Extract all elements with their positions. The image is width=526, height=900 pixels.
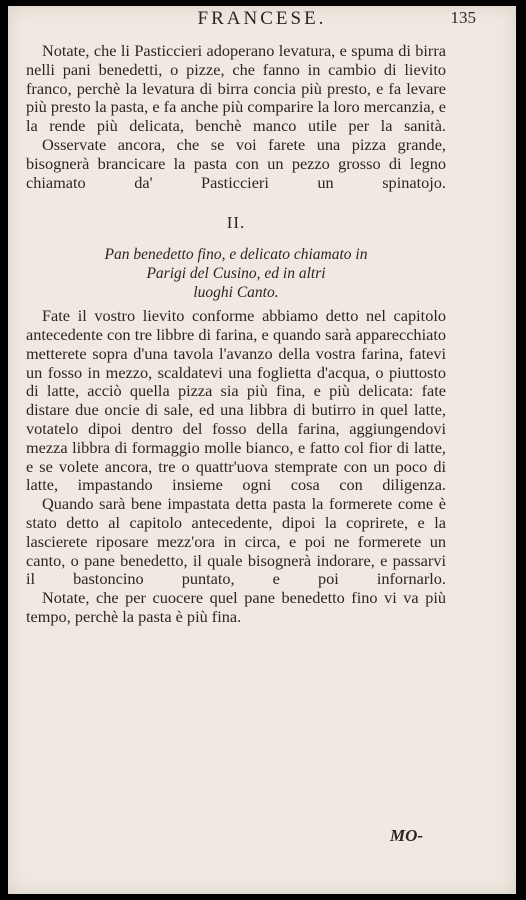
running-title: FRANCESE. bbox=[197, 8, 327, 29]
catchword: MO- bbox=[390, 826, 424, 845]
book-page bbox=[8, 6, 516, 894]
page-number: 135 bbox=[450, 8, 476, 27]
section-title-line: Pan benedetto fino, e delicato chiamato in bbox=[104, 246, 368, 264]
section-title bbox=[26, 245, 446, 302]
paragraph: Notate, che li Pasticcieri adoperano levatura, e spuma di birra nelli pani benedetti, o pizze, che fanno in cambio di lievito franco, perchè la levatura di birra concia più presto, e fa levare più presto la pasta, e fa anche più comparire la loro mercanzia, e la rende più delicata, benchè manco utile per la sanità. bbox=[26, 41, 446, 136]
paragraph: Fate il vostro lievito conforme abbiamo detto nel capitolo antecedente con tre libbre di farina, e quando sarà apparecchiato metterete sopra d'una tavola l'avanzo della vostra farina, fatevi un fosso in mezzo, scaldatevi una foglietta d'acqua, o piuttosto di latte, acciò quella pizza sia più fina, e più delicata: fate distare due oncie di sale, ed una libbra di butirro in quel latte, votatelo dipoi dentro del fosso della farina, aggiungendovi mezza libbra di formaggio molle bianco, e fatto col fior di latte, e se volete ancora, tre o quattr'uova stemprate con un poco di latte, impastando insieme ogni cosa con diligenza. bbox=[26, 306, 446, 495]
paragraph: Osservate ancora, che se voi farete una pizza grande, bisognerà brancicare la pasta con un pezzo grosso di legno chiamato da' Pasticcieri un spinatojo. bbox=[26, 134, 446, 192]
paragraph: Notate, che per cuocere quel pane benedetto fino vi va più tempo, perchè la pasta è più fina. bbox=[26, 588, 446, 626]
section-title-line: Parigi del Cusino, ed in altri bbox=[146, 265, 326, 283]
body-text bbox=[26, 42, 446, 627]
section-title-line: luoghi Canto. bbox=[193, 284, 279, 302]
page-header bbox=[8, 6, 516, 36]
paragraph: Quando sarà bene impastata detta pasta la formerete come è stato detto al capitolo antecedente, dipoi la coprirete, e la lascierete riposare mezz'ora in circa, e poi ne formerete un canto, o pane benedetto, il quale bisognerà indorare, e passarvi il bastoncino puntato, e poi infornarlo. bbox=[26, 494, 446, 589]
section-number: II. bbox=[226, 213, 246, 233]
